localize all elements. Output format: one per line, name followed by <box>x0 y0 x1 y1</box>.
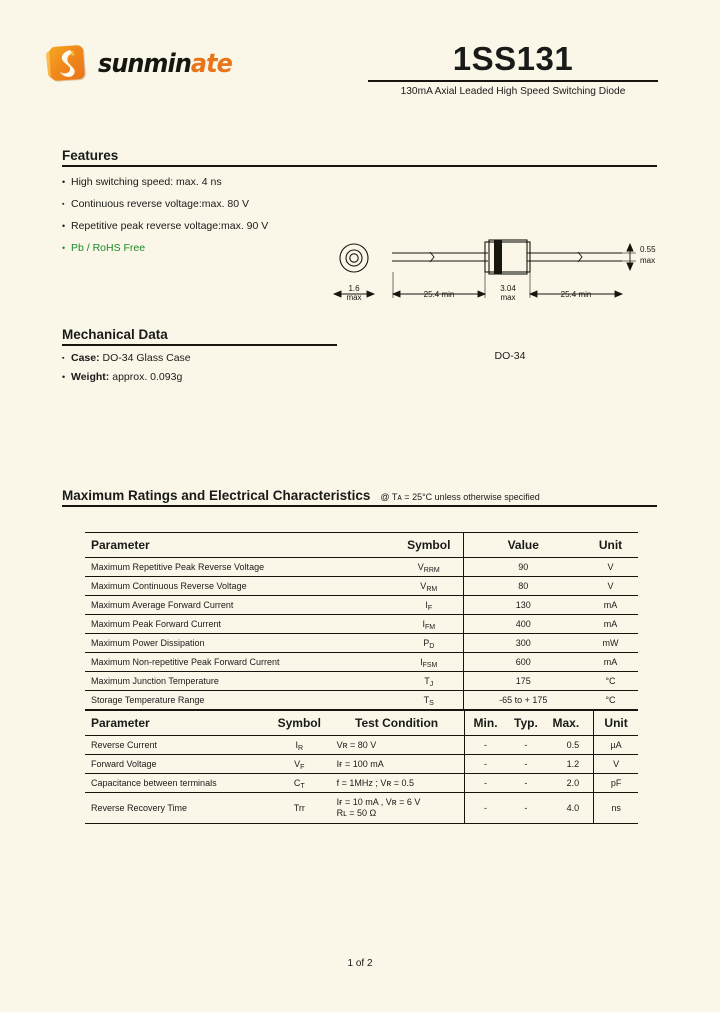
list-item: • High switching speed: max. 4 ns <box>62 176 222 188</box>
cell-unit: mA <box>583 596 638 615</box>
col-header-test-condition: Test Condition <box>329 711 465 736</box>
maximum-ratings-body <box>85 558 638 710</box>
cell-symbol: Trr <box>270 793 329 824</box>
cell-typ: - <box>506 736 547 755</box>
cell-test-condition-line2: Rʟ = 50 Ω <box>336 808 377 818</box>
ratings-note: @ Tᴀ = 25°C unless otherwise specified <box>380 492 540 502</box>
cell-parameter: Maximum Average Forward Current <box>85 596 395 615</box>
cell-parameter: Maximum Continuous Reverse Voltage <box>85 577 395 596</box>
table-row <box>85 558 638 577</box>
bullet-icon: • <box>62 372 66 382</box>
list-item: • Repetitive peak reverse voltage:max. 90 V <box>62 220 269 232</box>
table-row <box>85 596 638 615</box>
col-header-unit: Unit <box>583 533 638 558</box>
col-header-symbol: Symbol <box>270 711 329 736</box>
bullet-icon: • <box>62 177 66 187</box>
cell-symbol: $V_{RRM}$ <box>395 558 463 577</box>
cell-symbol: $V_{RM}$ <box>395 577 463 596</box>
dim-lead-left: 25.4 min <box>423 290 455 299</box>
cell-unit: V <box>594 755 638 774</box>
cell-value: 400 <box>463 615 583 634</box>
cell-parameter: Maximum Power Dissipation <box>85 634 395 653</box>
mechanical-section <box>62 327 337 384</box>
cell-symbol: $P_D$ <box>395 634 463 653</box>
list-item-weight: • Weight: approx. 0.093g <box>62 371 183 383</box>
cell-value: 130 <box>463 596 583 615</box>
cell-typ: - <box>506 774 547 793</box>
features-title: Features <box>62 148 657 167</box>
electrical-characteristics-body <box>85 736 638 824</box>
maximum-ratings-table <box>85 532 638 710</box>
product-subtitle: 130mA Axial Leaded High Speed Switching Diode <box>400 85 626 97</box>
page-footer <box>0 958 720 969</box>
title-block <box>368 40 658 98</box>
table-row <box>85 793 638 824</box>
dim-lead-right: 25.4 min <box>560 290 592 299</box>
cell-symbol: $I_{FM}$ <box>395 615 463 634</box>
cell-max: 0.5 <box>546 736 593 755</box>
table-row <box>85 672 638 691</box>
cell-min: - <box>465 736 506 755</box>
cell-typ: - <box>506 793 547 824</box>
table-row <box>85 691 638 710</box>
bullet-icon: ▪ <box>62 355 65 362</box>
electrical-characteristics-table <box>85 710 638 824</box>
cell-test-condition: Vʀ = 80 V <box>329 736 465 755</box>
table-header-row <box>85 711 638 736</box>
col-header-parameter: Parameter <box>85 533 395 558</box>
bullet-icon: ▪ <box>62 201 65 208</box>
list-item-rohs: • Pb / RoHS Free <box>62 242 146 254</box>
table-row <box>85 653 638 672</box>
cell-value: 175 <box>463 672 583 691</box>
cell-value: 300 <box>463 634 583 653</box>
dim-diameter-note: max <box>346 293 362 302</box>
dim-lead-dia: 0.55 <box>640 245 656 254</box>
col-header-min: Min. <box>465 711 506 736</box>
cell-unit: V <box>583 558 638 577</box>
cell-max: 4.0 <box>546 793 593 824</box>
cell-symbol: $T_J$ <box>395 672 463 691</box>
cell-parameter: Reverse Current <box>85 736 270 755</box>
table-row <box>85 755 638 774</box>
table-row <box>85 634 638 653</box>
col-header-typ: Typ. <box>506 711 547 736</box>
col-header-unit: Unit <box>594 711 638 736</box>
cell-max: 2.0 <box>546 774 593 793</box>
cell-parameter: Maximum Peak Forward Current <box>85 615 395 634</box>
page-number: 1 of 2 <box>347 958 373 969</box>
cell-unit: pF <box>594 774 638 793</box>
cell-symbol: $V_F$ <box>270 755 329 774</box>
cell-parameter: Reverse Recovery Time <box>85 793 270 824</box>
dim-diameter: 1.6 <box>348 284 360 293</box>
cell-symbol: $I_F$ <box>395 596 463 615</box>
cell-value: -65 to + 175 <box>463 691 583 710</box>
cell-symbol: $C_T$ <box>270 774 329 793</box>
cell-symbol: $I_{FSM}$ <box>395 653 463 672</box>
cell-parameter: Maximum Non-repetitive Peak Forward Current <box>85 653 395 672</box>
list-item: ▪ Continuous reverse voltage:max. 80 V <box>62 198 250 210</box>
col-header-symbol: Symbol <box>395 533 463 558</box>
cell-parameter: Maximum Repetitive Peak Reverse Voltage <box>85 558 395 577</box>
cell-test-condition <box>329 793 465 824</box>
dim-lead-dia-note: max <box>640 256 656 265</box>
package-diagram <box>330 228 660 318</box>
col-header-max: Max. <box>546 711 593 736</box>
mechanical-title: Mechanical Data <box>62 327 337 346</box>
mechanical-list <box>62 352 337 384</box>
cell-symbol: $T_S$ <box>395 691 463 710</box>
cell-unit: ns <box>594 793 638 824</box>
cell-parameter: Storage Temperature Range <box>85 691 395 710</box>
cell-test-condition-line1: Iғ = 10 mA , Vʀ = 6 V <box>336 797 421 807</box>
table-row <box>85 615 638 634</box>
table-row <box>85 736 638 755</box>
page-header <box>0 34 720 114</box>
cell-min: - <box>465 774 506 793</box>
cell-value: 90 <box>463 558 583 577</box>
cell-unit: µA <box>594 736 638 755</box>
ratings-section-header <box>62 488 657 507</box>
cell-min: - <box>465 793 506 824</box>
do34-outline-drawing <box>330 228 660 318</box>
cell-unit: °C <box>583 691 638 710</box>
cell-test-condition: f = 1MHz ; Vʀ = 0.5 <box>329 774 465 793</box>
logo-mark-icon <box>46 42 90 86</box>
specifications-tables <box>85 532 638 824</box>
lightning-bolt-icon <box>57 49 77 81</box>
table-row <box>85 774 638 793</box>
cell-unit: V <box>583 577 638 596</box>
cell-unit: mA <box>583 653 638 672</box>
cell-symbol: $I_R$ <box>270 736 329 755</box>
cell-test-condition: Iғ = 100 mA <box>329 755 465 774</box>
dim-body-note: max <box>500 293 516 302</box>
col-header-value: Value <box>463 533 583 558</box>
list-item-case: ▪ Case: DO-34 Glass Case <box>62 352 191 364</box>
logo-wordmark: sunminate <box>98 49 232 79</box>
bullet-icon: • <box>62 221 66 231</box>
ratings-title: Maximum Ratings and Electrical Characteristics <box>62 488 371 503</box>
cell-unit: °C <box>583 672 638 691</box>
bullet-icon: • <box>62 243 66 253</box>
table-header-row <box>85 533 638 558</box>
dim-body: 3.04 <box>500 284 516 293</box>
cell-unit: mA <box>583 615 638 634</box>
cell-typ: - <box>506 755 547 774</box>
cell-min: - <box>465 755 506 774</box>
col-header-parameter: Parameter <box>85 711 270 736</box>
cell-value: 600 <box>463 653 583 672</box>
cell-unit: mW <box>583 634 638 653</box>
cell-parameter: Maximum Junction Temperature <box>85 672 395 691</box>
company-logo <box>46 42 244 86</box>
package-name-label: DO-34 <box>494 350 526 362</box>
cell-max: 1.2 <box>546 755 593 774</box>
part-number: 1SS131 <box>452 40 574 77</box>
table-row <box>85 577 638 596</box>
cell-parameter: Capacitance between terminals <box>85 774 270 793</box>
cell-value: 80 <box>463 577 583 596</box>
cell-parameter: Forward Voltage <box>85 755 270 774</box>
